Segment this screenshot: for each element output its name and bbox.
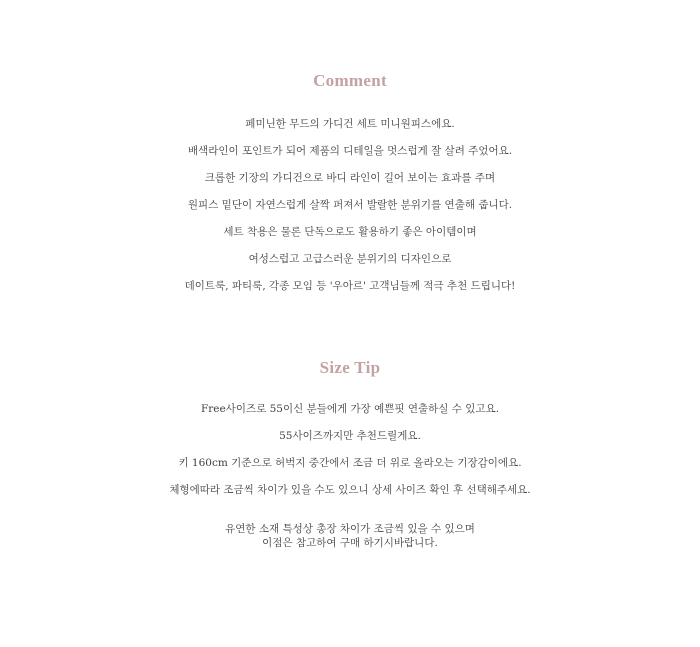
comment-line: 배색라인이 포인트가 되어 제품의 디테일을 멋스럽게 잘 살려 주었어요. bbox=[187, 145, 513, 157]
size-tip-title: Size Tip bbox=[319, 358, 381, 377]
size-tip-note-line: 유연한 소재 특성상 총장 차이가 조금씩 있을 수 있으며 bbox=[225, 523, 475, 535]
comment-title: Comment bbox=[313, 71, 387, 90]
comment-line: 세트 착용은 물론 단독으로도 활용하기 좋은 아이템이며 bbox=[223, 226, 477, 238]
size-tip-note bbox=[0, 522, 700, 550]
size-tip-section bbox=[0, 358, 700, 550]
comment-line: 여성스럽고 고급스러운 분위기의 디자인으로 bbox=[248, 253, 452, 265]
comment-section bbox=[0, 71, 700, 306]
comment-body bbox=[0, 117, 700, 293]
comment-line: 원피스 밑단이 자연스럽게 살짝 퍼져서 발랄한 분위기를 연출해 줍니다. bbox=[187, 199, 513, 211]
size-tip-line: Free사이즈로 55이신 분들에게 가장 예쁜핏 연출하실 수 있고요. bbox=[200, 403, 500, 415]
size-tip-body bbox=[0, 402, 700, 550]
size-tip-line: 55사이즈까지만 추천드릴게요. bbox=[279, 430, 421, 442]
comment-line: 크롭한 기장의 가디건으로 바디 라인이 길어 보이는 효과를 주며 bbox=[204, 172, 496, 184]
size-tip-line: 키 160cm 기준으로 허벅지 중간에서 조금 더 위로 올라오는 기장감이에요. bbox=[178, 457, 522, 469]
comment-line: 페미닌한 무드의 가디건 세트 미니원피스에요. bbox=[245, 118, 455, 130]
size-tip-line: 체형에따라 조금씩 차이가 있을 수도 있으니 상세 사이즈 확인 후 선택해주세요. bbox=[169, 484, 531, 496]
comment-line: 데이트룩, 파티룩, 각종 모임 등 '우아르' 고객님들께 적극 추천 드립니다! bbox=[184, 280, 516, 292]
size-tip-note-line: 이점은 참고하여 구매 하기시바랍니다. bbox=[262, 537, 438, 549]
